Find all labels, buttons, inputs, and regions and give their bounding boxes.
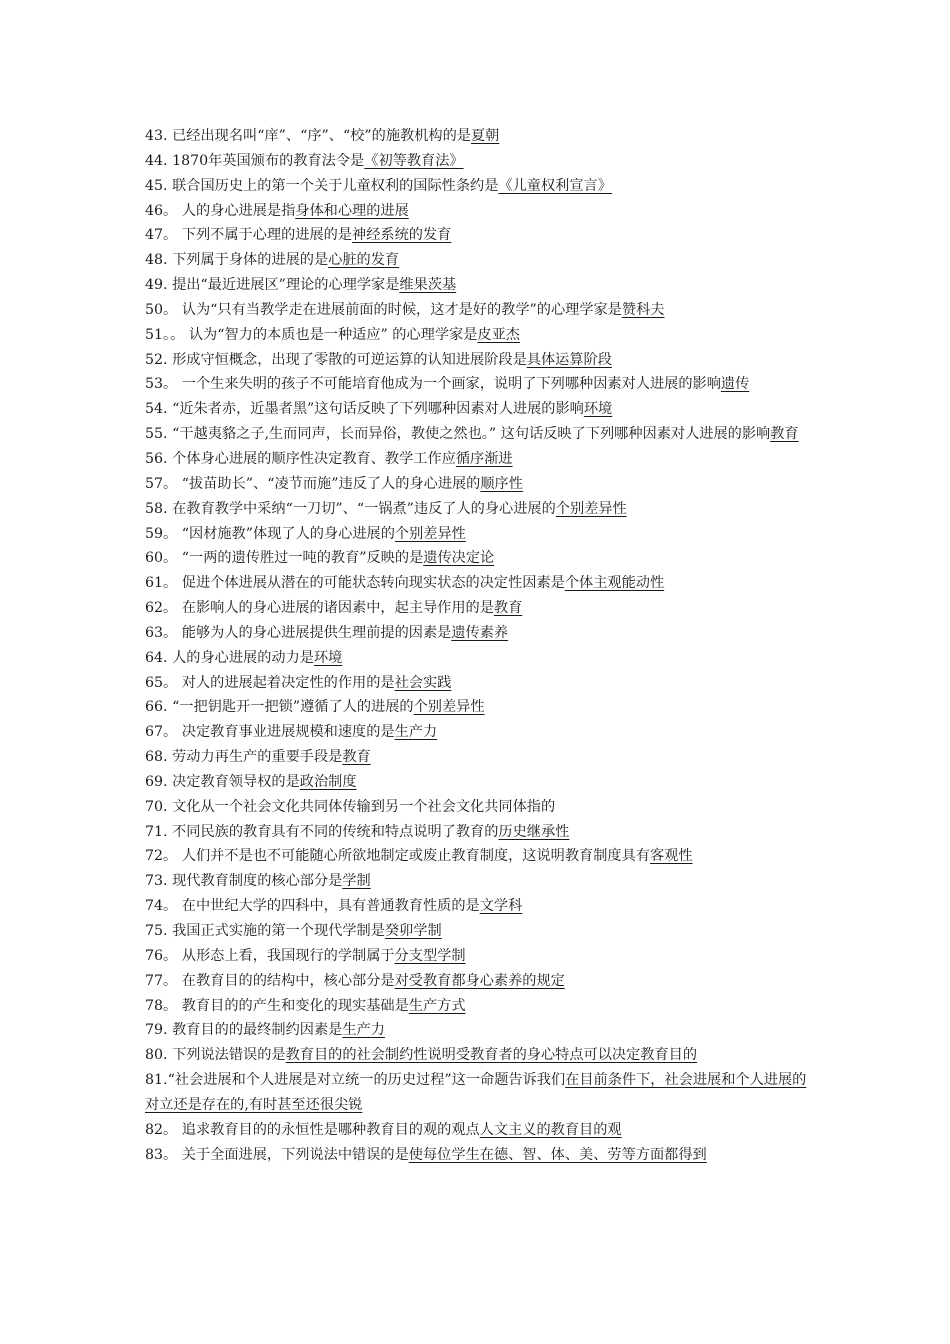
question-text: 56. 个体身心进展的顺序性决定教育、教学工作应 [145,450,456,467]
question-text: 59。 “因材施教”体现了人的身心进展的 [145,525,395,542]
question-item [145,820,815,845]
answer-text: 顺序性 [480,475,523,492]
question-item [145,298,815,323]
question-item [145,844,815,869]
question-item [145,472,815,497]
answer-text: 社会实践 [394,674,452,691]
answer-text: 维果茨基 [399,277,457,294]
answer-text: 客观性 [649,848,693,865]
question-text: 47。 下列不属于心理的进展的是 [145,227,353,244]
question-text: 69. 决定教育领导权的是 [145,773,300,790]
question-item [145,1143,815,1168]
question-item [145,372,815,397]
question-text: 82。 追求教育目的的永恒性是哪种教育目的观的观点 [145,1121,480,1138]
question-item [145,621,815,646]
answer-text: 对受教育都身心素养的规定 [394,972,565,989]
question-item [145,969,815,994]
question-text: 74。 在中世纪大学的四科中，具有普通教育性质的是 [145,898,480,915]
question-text: 78。 教育目的的产生和变化的现实基础是 [145,997,409,1014]
question-item [145,671,815,696]
question-item [145,273,815,298]
answer-text: 《儿童权利宣言》 [498,177,612,194]
question-text: 79. 教育目的的最终制约因素是 [145,1022,343,1039]
answer-text: 遗传 [720,376,750,393]
question-item [145,596,815,621]
question-text: 67。 决定教育事业进展规模和速度的是 [145,724,395,741]
answer-text: 个别差异性 [413,699,485,716]
question-text: 64. 人的身心进展的动力是 [145,649,314,666]
question-text: 77。 在教育目的的结构中，核心部分是 [145,972,395,989]
answer-text: 遗传决定论 [423,550,495,567]
answer-text: 个别差异性 [394,525,466,542]
question-item [145,546,815,571]
answer-text: 身体和心理的进展 [295,202,409,219]
answer-text: 夏朝 [470,128,500,144]
question-item [145,1118,815,1143]
question-text: 43. 已经出现名叫“庠”、“序”、“校”的施教机构的是 [145,128,471,144]
question-text: 63。 能够为人的身心进展提供生理前提的因素是 [145,624,452,641]
question-item [145,1018,815,1043]
question-text: 58. 在教育教学中采纳“一刀切”、“一锅煮”违反了人的身心进展的 [145,500,556,517]
answer-text: 皮亚杰 [477,326,520,343]
answer-text: 个体主观能动性 [564,575,665,592]
question-item [145,571,815,596]
question-text: 46。 人的身心进展是指 [145,202,296,219]
answer-text: 生产力 [394,724,438,741]
question-text: 65。 对人的进展起着决定性的作用的是 [145,674,395,691]
question-text: 70. 文化从一个社会文化共同体传输到另一个社会文化共同体指的 [145,798,556,815]
question-text: 76。 从形态上看，我国现行的学制属于 [145,947,395,964]
answer-text: 教育目的的社会制约性说明受教育者的身心特点可以决定教育目的 [285,1047,698,1064]
answer-text: 环境 [313,649,343,666]
question-item [145,919,815,944]
answer-text: 癸卯学制 [384,923,442,939]
question-item [145,447,815,472]
answer-text: 政治制度 [299,773,357,790]
question-text: 44. 1870年英国颁布的教育法令是 [145,152,365,169]
question-text: 57。 “拔苗助长”、“凌节而施”违反了人的身心进展的 [145,475,481,492]
question-item [145,795,815,820]
answer-text: 神经系统的发育 [352,227,452,244]
question-text: 55. “干越夷貉之子,生而同声，长而异俗，教使之然也。” 这句话反映了下列哪种因素对人进展的影响 [145,426,771,443]
question-item [145,869,815,894]
answer-text: 个别差异性 [555,500,627,517]
question-text: 81.“社会进展和个人进展是对立统一的历史过程”这一命题告诉我们 [145,1072,566,1089]
question-item [145,223,815,248]
question-text: 54. “近朱者赤，近墨者黑”这句话反映了下列哪种因素对人进展的影响 [145,401,584,418]
question-text: 48. 下列属于身体的进展的是 [145,252,329,269]
question-text: 50。 认为“只有当教学走在进展前面的时候，这才是好的教学”的心理学家是 [145,301,622,318]
question-item [145,248,815,273]
question-item [145,994,815,1019]
question-text: 61。 促进个体进展从潜在的可能状态转向现实状态的决定性因素是 [145,575,565,592]
question-item [145,1043,815,1068]
question-text: 71. 不同民族的教育具有不同的传统和特点说明了教育的 [145,823,499,840]
answer-text: 生产力 [342,1022,385,1039]
question-text: 83。 关于全面进展，下列说法中错误的是 [145,1146,409,1163]
answer-text: 学制 [342,873,371,890]
question-item [145,894,815,919]
question-item [145,497,815,522]
question-text: 72。 人们并不是也不可能随心所欲地制定或废止教育制度，这说明教育制度具有 [145,848,650,865]
question-text: 49. 提出“最近进展区”理论的心理学家是 [145,277,400,294]
question-item [145,522,815,547]
answer-text: 文学科 [479,898,523,915]
answer-text: 生产方式 [408,997,466,1014]
answer-text: 分支型学制 [394,947,466,964]
question-text: 62。 在影响人的身心进展的诸因素中，起主导作用的是 [145,600,494,617]
question-item [145,695,815,720]
answer-text: 教育 [770,426,799,443]
question-item [145,174,815,199]
question-text: 66. “一把钥匙开一把锁”遵循了人的进展的 [145,699,414,716]
answer-text: 具体运算阶段 [526,351,612,368]
question-text: 80. 下列说法错误的是 [145,1047,286,1064]
answer-text: 教育 [342,749,371,766]
answer-text: 人文主义的教育目的观 [479,1121,622,1138]
answer-text: 心脏的发育 [328,252,400,269]
answer-text: 在目前条件下，社会进展和个人进展的对立还是存在的,有时甚至还很尖锐 [145,1072,807,1113]
question-item [145,199,815,224]
question-item [145,770,815,795]
answer-text: 教育 [493,600,523,617]
answer-text: 《初等教育法》 [364,152,464,169]
question-text: 60。 “一两的遗传胜过一吨的教育”反映的是 [145,550,424,567]
question-text: 68. 劳动力再生产的重要手段是 [145,749,343,766]
question-text: 51。。 认为“智力的本质也是一种适应” 的心理学家是 [145,326,478,343]
question-item [145,1068,815,1118]
question-text: 73. 现代教育制度的核心部分是 [145,873,343,890]
answer-text: 环境 [583,401,613,418]
question-text: 52. 形成守恒概念，出现了零散的可逆运算的认知进展阶段是 [145,351,527,368]
question-text: 75. 我国正式实施的第一个现代学制是 [145,923,385,939]
question-item [145,149,815,174]
question-item [145,944,815,969]
question-item [145,745,815,770]
answer-text: 历史继承性 [498,823,570,840]
question-item [145,397,815,422]
question-text: 53。 一个生来失明的孩子不可能培育他成为一个画家，说明了下列哪种因素对人进展的影响 [145,376,721,393]
answer-text: 赞科夫 [621,301,665,318]
question-text: 45. 联合国历史上的第一个关于儿童权利的国际性条约是 [145,177,499,194]
question-item [145,422,815,447]
question-item [145,720,815,745]
question-item [145,124,815,149]
question-item [145,348,815,373]
answer-text: 循序渐进 [455,450,513,467]
answer-text: 遗传素养 [451,624,509,641]
question-item [145,646,815,671]
question-item [145,323,815,348]
document-page [145,124,815,1167]
answer-text: 使每位学生在德、智、体、美、劳等方面都得到 [408,1146,707,1163]
